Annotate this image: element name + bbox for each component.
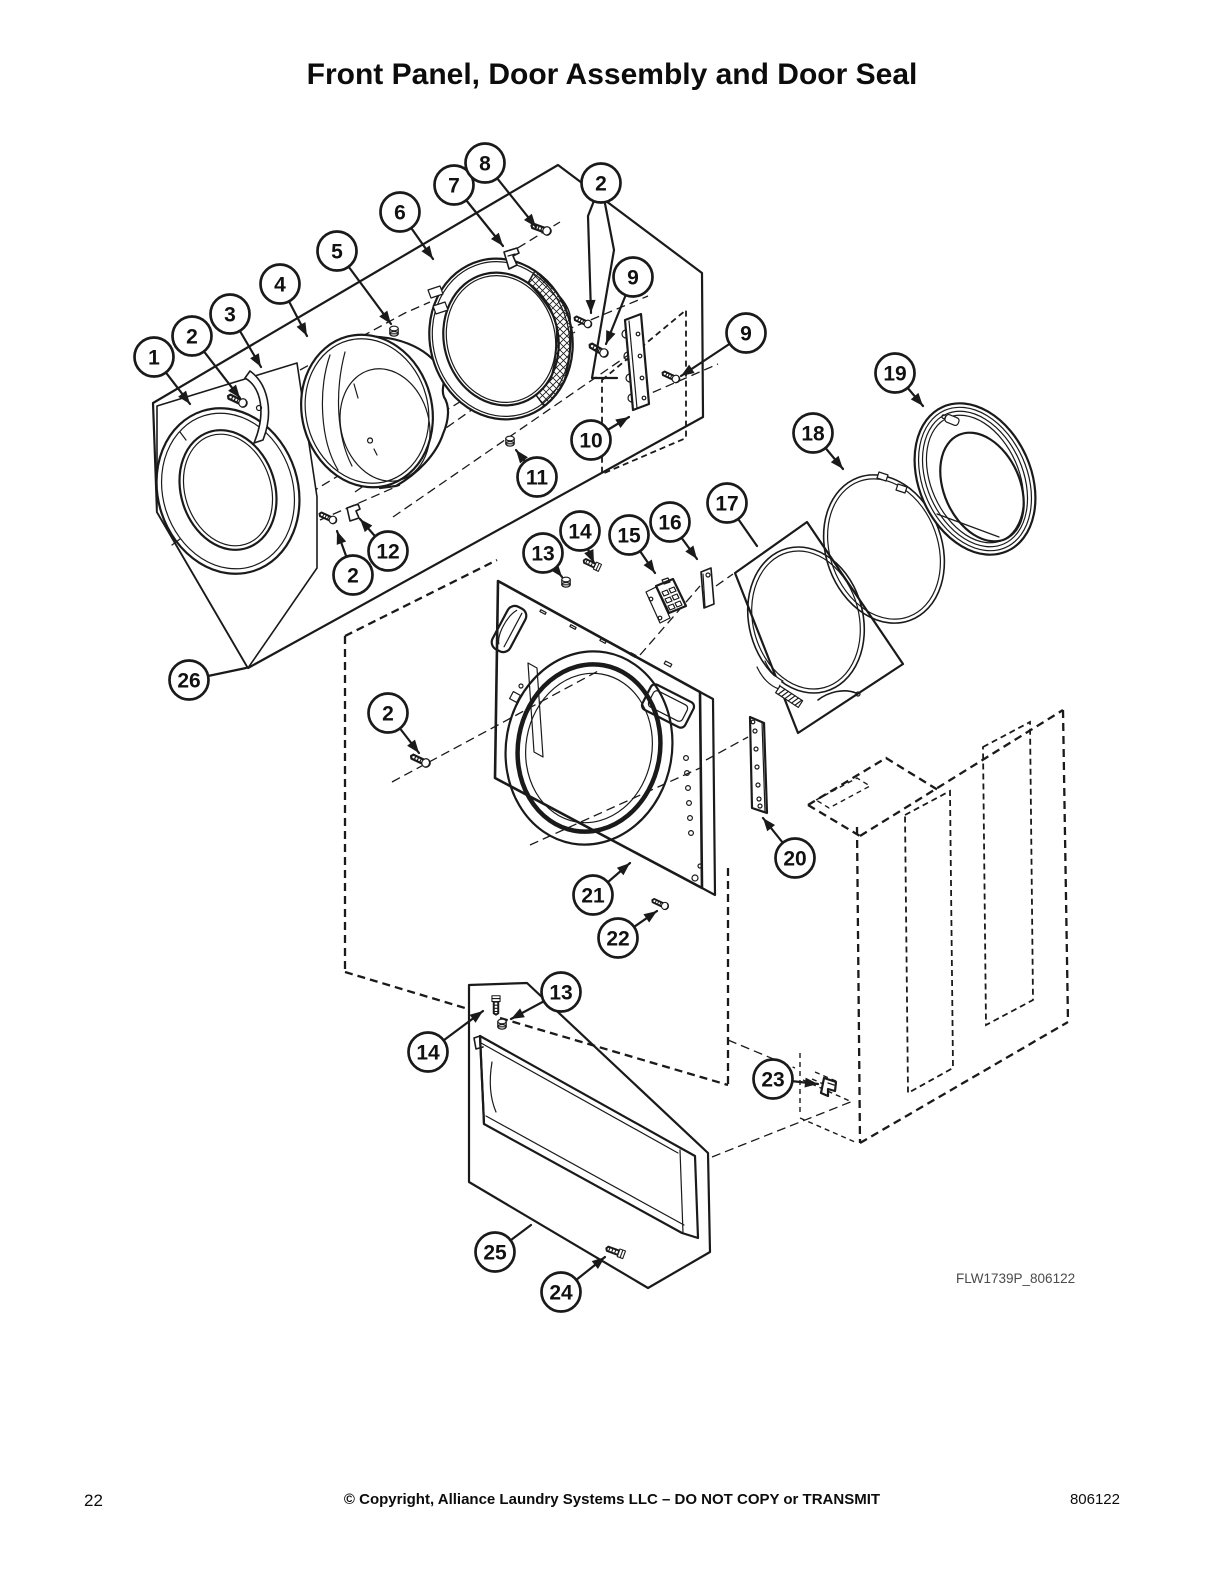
callout-1 bbox=[135, 338, 174, 377]
hinge-backing-strip bbox=[750, 717, 767, 813]
svg-text:9: 9 bbox=[627, 266, 639, 290]
callout-2 bbox=[582, 164, 621, 203]
svg-text:3: 3 bbox=[224, 303, 236, 327]
leader-arrowhead bbox=[586, 300, 596, 313]
door-seal bbox=[892, 384, 1059, 574]
svg-text:26: 26 bbox=[177, 669, 201, 693]
leader-arrowhead bbox=[250, 353, 261, 367]
clip-12 bbox=[347, 504, 360, 521]
front-panel bbox=[489, 581, 715, 895]
callout-24 bbox=[542, 1273, 581, 1312]
svg-text:6: 6 bbox=[394, 201, 406, 225]
svg-text:16: 16 bbox=[658, 511, 682, 535]
callout-18 bbox=[794, 414, 833, 453]
leader-arrowhead bbox=[681, 365, 695, 376]
callout-2 bbox=[369, 694, 408, 733]
svg-text:11: 11 bbox=[525, 466, 549, 490]
svg-text:7: 7 bbox=[448, 174, 460, 198]
page-footer bbox=[0, 1491, 1224, 1515]
svg-text:19: 19 bbox=[883, 362, 907, 386]
svg-text:13: 13 bbox=[531, 542, 555, 566]
svg-text:20: 20 bbox=[783, 847, 807, 871]
leader-arrowhead bbox=[644, 559, 655, 573]
leader-arrowhead bbox=[606, 330, 615, 344]
svg-text:10: 10 bbox=[579, 429, 603, 453]
svg-text:23: 23 bbox=[761, 1068, 785, 1092]
callout-21 bbox=[574, 876, 613, 915]
nut-5 bbox=[390, 326, 398, 336]
callout-5 bbox=[318, 232, 357, 271]
leader-arrowhead bbox=[379, 311, 391, 324]
callout-13 bbox=[524, 534, 563, 573]
svg-text:2: 2 bbox=[595, 172, 607, 196]
nut-11 bbox=[506, 436, 514, 446]
svg-text:4: 4 bbox=[274, 273, 286, 297]
svg-text:22: 22 bbox=[606, 927, 630, 951]
svg-text:15: 15 bbox=[617, 524, 641, 548]
callout-20 bbox=[776, 839, 815, 878]
lock-strike-strip bbox=[701, 568, 714, 608]
svg-text:24: 24 bbox=[549, 1281, 573, 1305]
leader-arrowhead bbox=[470, 1011, 483, 1023]
svg-text:8: 8 bbox=[479, 152, 491, 176]
svg-text:5: 5 bbox=[331, 240, 343, 264]
svg-text:21: 21 bbox=[581, 884, 605, 908]
bolt-24 bbox=[605, 1244, 626, 1258]
leader-arrowhead bbox=[511, 1008, 525, 1019]
screw-9-right bbox=[661, 369, 681, 384]
leader-arrowhead bbox=[337, 531, 346, 545]
callout-10 bbox=[572, 421, 611, 460]
callout-14 bbox=[561, 512, 600, 551]
callout-19 bbox=[876, 354, 915, 393]
door-hinge bbox=[622, 314, 649, 410]
callout-17 bbox=[708, 484, 747, 523]
callout-14 bbox=[409, 1033, 448, 1072]
callout-11 bbox=[518, 458, 557, 497]
callout-3 bbox=[211, 295, 250, 334]
copyright-notice: © Copyright, Alliance Laundry Systems LLC – DO NOT COPY or TRANSMIT bbox=[343, 1491, 881, 1508]
leader-arrowhead bbox=[297, 322, 307, 336]
screw-22 bbox=[651, 897, 670, 911]
callout-8 bbox=[466, 144, 505, 183]
callout-2 bbox=[173, 317, 212, 356]
svg-text:14: 14 bbox=[568, 520, 592, 544]
clip-23 bbox=[821, 1078, 836, 1096]
callout-25 bbox=[476, 1233, 515, 1272]
callout-2 bbox=[334, 556, 373, 595]
callout-15 bbox=[610, 516, 649, 555]
leader-arrowhead bbox=[615, 417, 629, 428]
callout-4 bbox=[261, 265, 300, 304]
svg-text:2: 2 bbox=[347, 564, 359, 588]
leader-arrowhead bbox=[805, 1078, 818, 1088]
page-title: Front Panel, Door Assembly and Door Seal bbox=[306, 58, 918, 91]
svg-text:17: 17 bbox=[715, 492, 739, 516]
door-trim-ring bbox=[135, 363, 320, 668]
nut-13-bottom bbox=[498, 1019, 506, 1029]
seal-retainer-panel bbox=[732, 522, 903, 733]
screw-14-bottom bbox=[492, 996, 500, 1015]
leader-arrowhead bbox=[685, 546, 697, 559]
svg-text:25: 25 bbox=[483, 1241, 507, 1265]
leader-arrowhead bbox=[421, 245, 433, 259]
callout-26 bbox=[170, 661, 209, 700]
svg-text:1: 1 bbox=[148, 346, 160, 370]
leader-arrowhead bbox=[643, 911, 657, 923]
door-lock-assembly bbox=[646, 578, 686, 623]
figure-code: FLW1739P_806122 bbox=[956, 1271, 1076, 1286]
svg-text:18: 18 bbox=[801, 422, 825, 446]
svg-text:2: 2 bbox=[186, 325, 198, 349]
document-number: 806122 bbox=[1069, 1491, 1120, 1508]
callout-9 bbox=[727, 314, 766, 353]
svg-text:13: 13 bbox=[549, 981, 573, 1005]
screw-2-mid bbox=[318, 510, 338, 525]
callout-22 bbox=[599, 919, 638, 958]
callout-23 bbox=[754, 1060, 793, 1099]
callout-6 bbox=[381, 193, 420, 232]
screw-2-top bbox=[573, 314, 593, 329]
nut-13-top bbox=[562, 577, 570, 587]
callout-12 bbox=[369, 532, 408, 571]
callout-13 bbox=[542, 973, 581, 1012]
callout-16 bbox=[651, 503, 690, 542]
svg-text:2: 2 bbox=[382, 702, 394, 726]
callout-9 bbox=[614, 258, 653, 297]
page-number: 22 bbox=[84, 1491, 103, 1510]
svg-text:12: 12 bbox=[376, 540, 400, 564]
svg-text:14: 14 bbox=[416, 1041, 440, 1065]
svg-text:9: 9 bbox=[740, 322, 752, 346]
